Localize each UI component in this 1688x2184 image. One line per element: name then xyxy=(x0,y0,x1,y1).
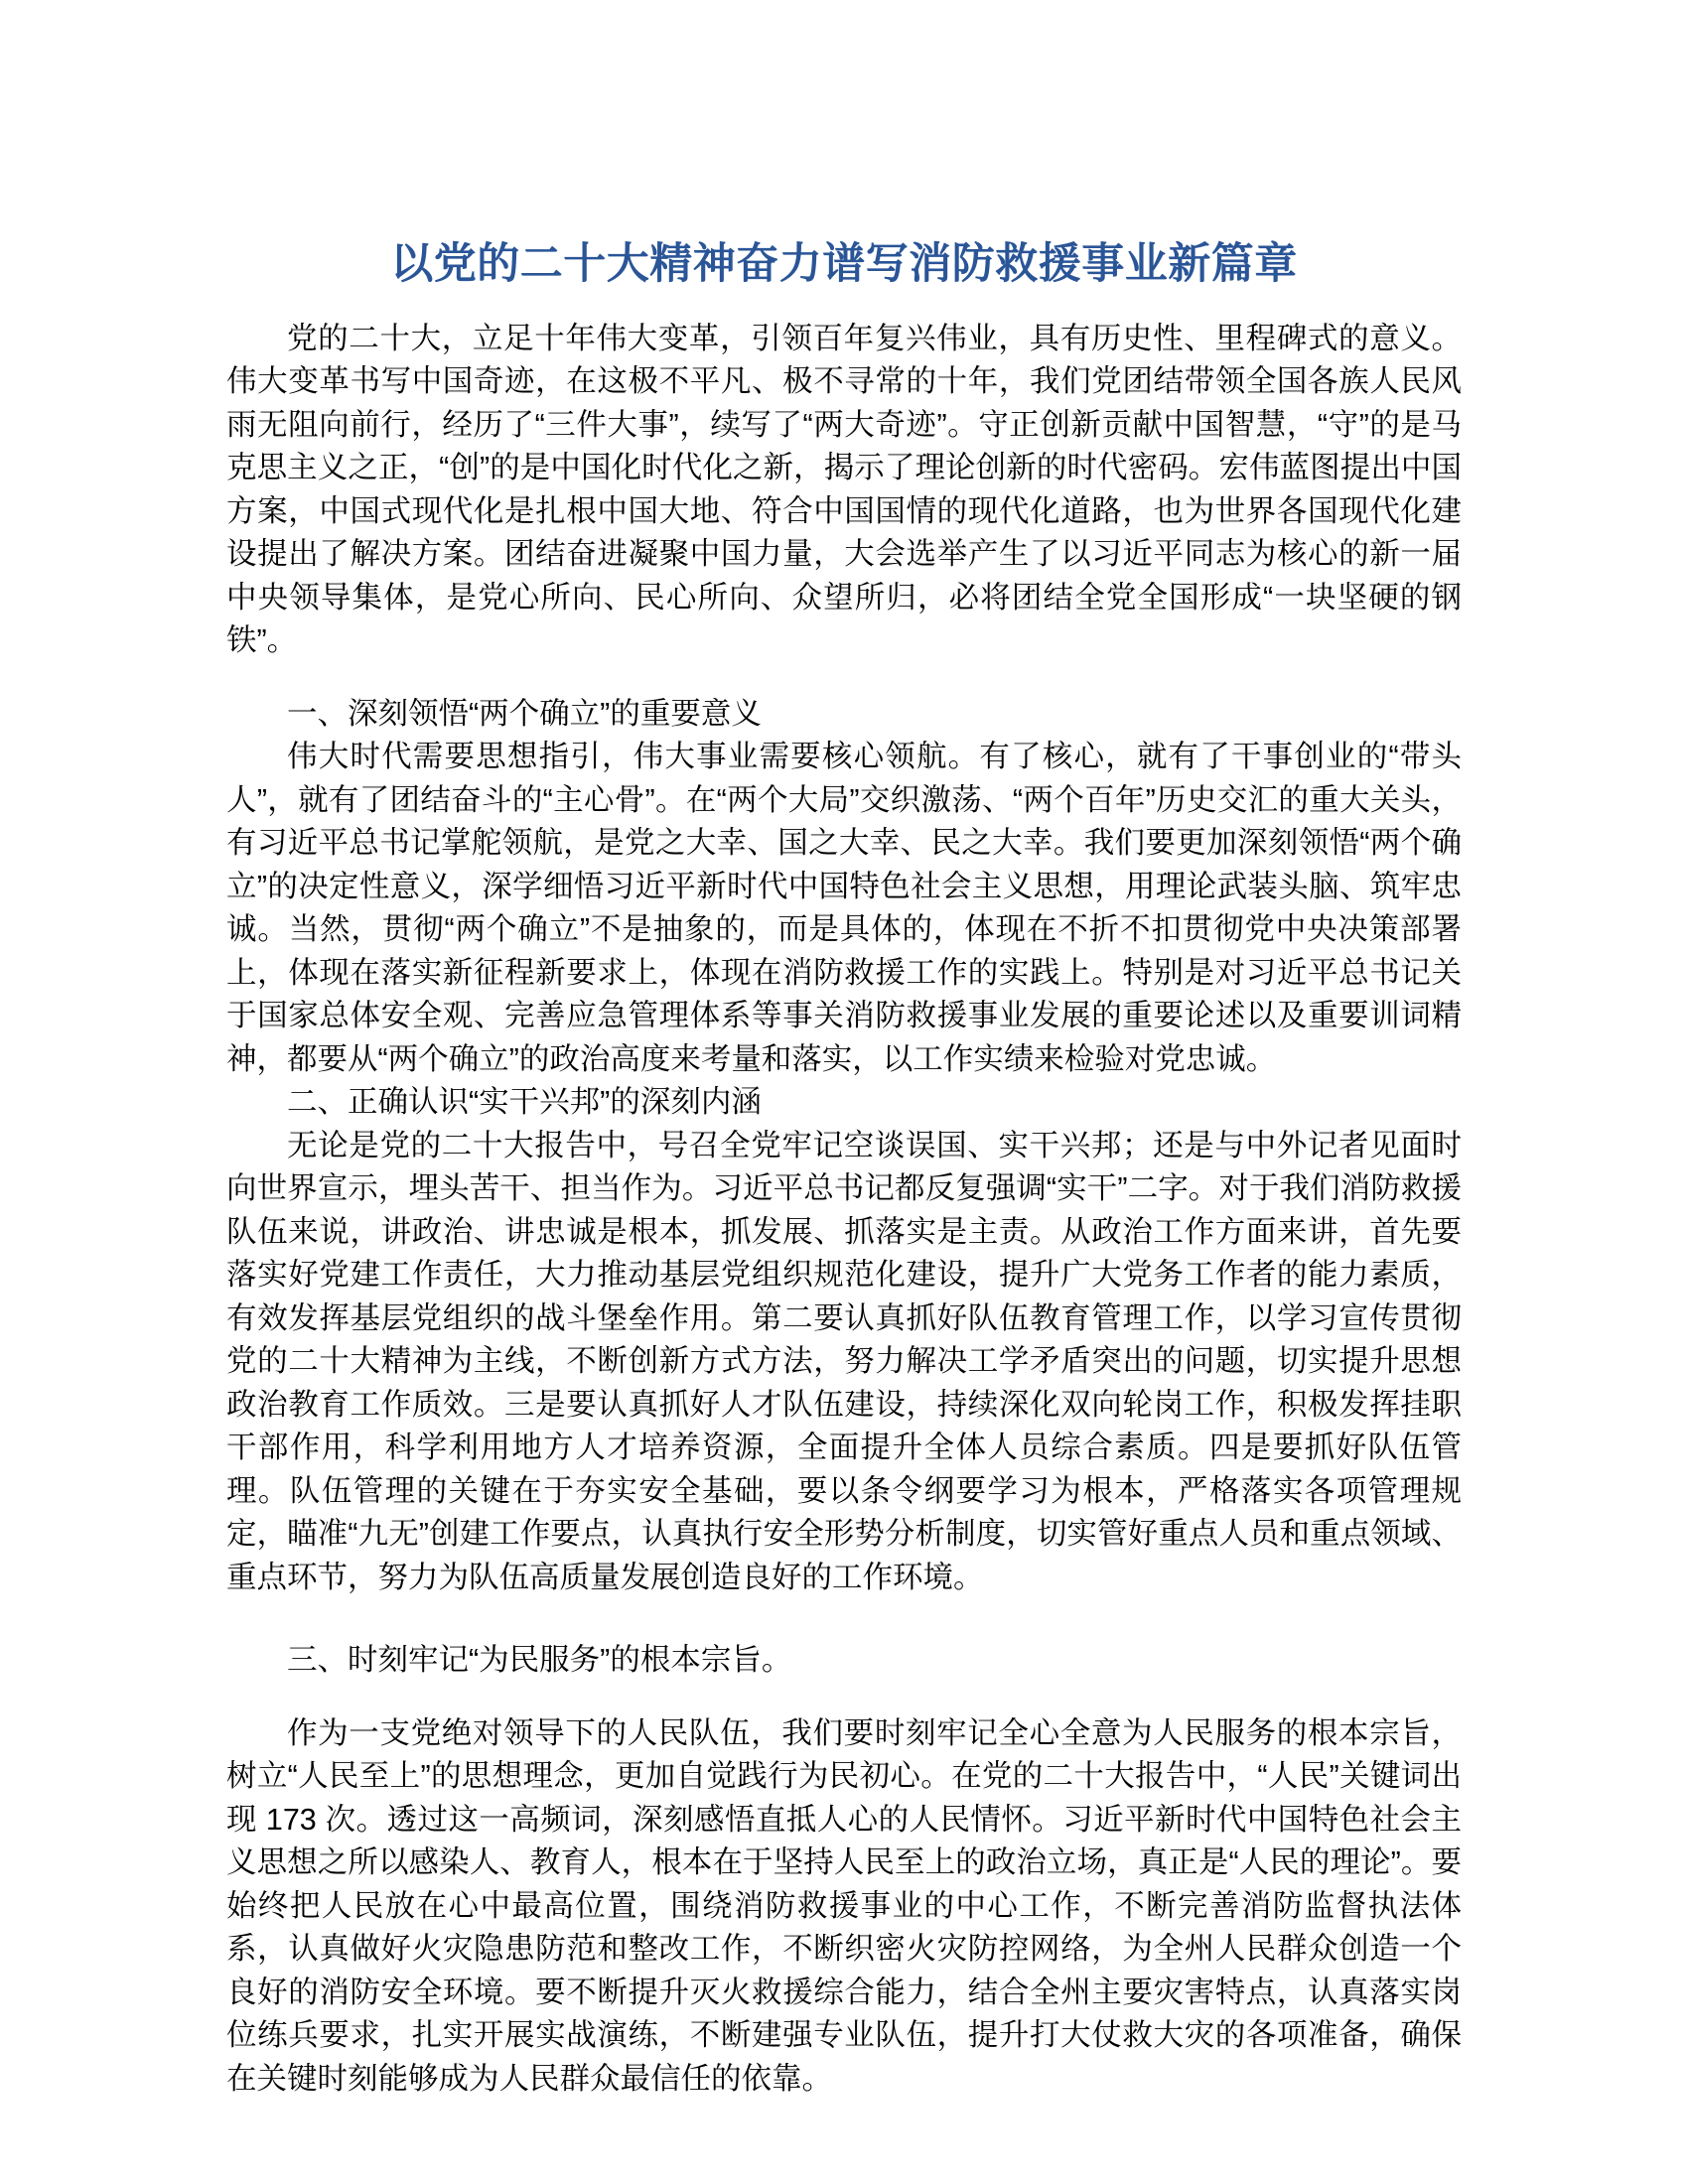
section-1-heading: 一、深刻领悟“两个确立”的重要意义 xyxy=(287,696,762,731)
section-1-body: 伟大时代需要思想指引，伟大事业需要核心领航。有了核心，就有了干事创业的“带头人”，就有了团结奋斗的“主心骨”。在“两个大局”交织激荡、“两个百年”历史交汇的重大关头，有习近平总书记掌舵领航，是党之大幸、国之大幸、民之大幸。我们要更加深刻领悟“两个确立”的决定性意义，深学细悟习近平新时代中国特色社会主义思想，用理论武装头脑、筑牢忠诚。当然，贯彻“两个确立”不是抽象的，而是具体的，体现在不折不扣贯彻党中央决策部署上，体现在落实新征程新要求上，体现在消防救援工作的实践上。特别是对习近平总书记关于国家总体安全观、完善应急管理体系等事关消防救援事业发展的重要论述以及重要训词精神，都要从“两个确立”的政治高度来考量和落实，以工作实绩来检验对党忠诚。 xyxy=(226,740,1462,1076)
section-2-body: 无论是党的二十大报告中，号召全党牢记空谈误国、实干兴邦；还是与中外记者见面时向世界宣示，埋头苦干、担当作为。习近平总书记都反复强调“实干”二字。对于我们消防救援队伍来说，讲政治、讲忠诚是根本，抓发展、抓落实是主责。从政治工作方面来讲，首先要落实好党建工作责任，大力推动基层党组织规范化建设，提升广大党务工作者的能力素质，有效发挥基层党组织的战斗堡垒作用。第二要认真抓好队伍教育管理工作，以学习宣传贯彻党的二十大精神为主线，不断创新方式方法，努力解决工学矛盾突出的问题，切实提升思想政治教育工作质效。三是要认真抓好人才队伍建设，持续深化双向轮岗工作，积极发挥挂职干部作用，科学利用地方人才培养资源，全面提升全体人员综合素质。四是要抓好队伍管理。队伍管理的关键在于夯实安全基础，要以条令纲要学习为根本，严格落实各项管理规定，瞄准“九无”创建工作要点，认真执行安全形势分析制度，切实管好重点人员和重点领域、重点环节，努力为队伍高质量发展创造良好的工作环境。 xyxy=(226,1128,1462,1594)
section-3-body: 作为一支党绝对领导下的人民队伍，我们要时刻牢记全心全意为人民服务的根本宗旨，树立“人民至上”的思想理念，更加自觉践行为民初心。在党的二十大报告中，“人民”关键词出现 173 次。透过这一高频词，深刻感悟直抵人心的人民情怀。习近平新时代中国特色社会主义思想之所以感染人、教育人，根本在于坚持人民至上的政治立场，真正是“人民的理论”。要始终把人民放在心中最高位置，围绕消防救援事业的中心工作，不断完善消防监督执法体系，认真做好火灾隐患防范和整改工作，不断织密火灾防控网络，为全州人民群众创造一个良好的消防安全环境。要不断提升灭火救援综合能力，结合全州主要灾害特点，认真落实岗位练兵要求，扎实开展实战演练，不断建强专业队伍，提升打大仗救大灾的各项准备，确保在关键时刻能够成为人民群众最信任的依靠。 xyxy=(226,1715,1462,2096)
section-2-heading: 二、正确认识“实干兴邦”的深刻内涵 xyxy=(287,1085,762,1120)
page-title: 以党的二十大精神奋力谱写消防救援事业新篇章 xyxy=(390,240,1298,288)
document-content xyxy=(226,238,1462,2101)
spacer xyxy=(226,1683,1462,1712)
spacer xyxy=(226,663,1462,693)
section-3-heading: 三、时刻牢记“为民服务”的根本宗旨。 xyxy=(287,1643,792,1678)
paragraph-intro: 党的二十大，立足十年伟大变革，引领百年复兴伟业，具有历史性、里程碑式的意义。伟大变革书写中国奇迹，在这极不平凡、极不寻常的十年，我们党团结带领全国各族人民风雨无阻向前行，经历了“三件大事”，续写了“两大奇迹”。守正创新贡献中国智慧，“守”的是马克思主义之正，“创”的是中国化时代化之新，揭示了理论创新的时代密码。宏伟蓝图提出中国方案，中国式现代化是扎根中国大地、符合中国国情的现代化道路，也为世界各国现代化建设提出了解决方案。团结奋进凝聚中国力量，大会选举产生了以习近平同志为核心的新一届中央领导集体，是党心所向、民心所向、众望所归，必将团结全党全国形成“一块坚硬的钢铁”。 xyxy=(226,321,1462,658)
spacer xyxy=(226,1599,1462,1639)
